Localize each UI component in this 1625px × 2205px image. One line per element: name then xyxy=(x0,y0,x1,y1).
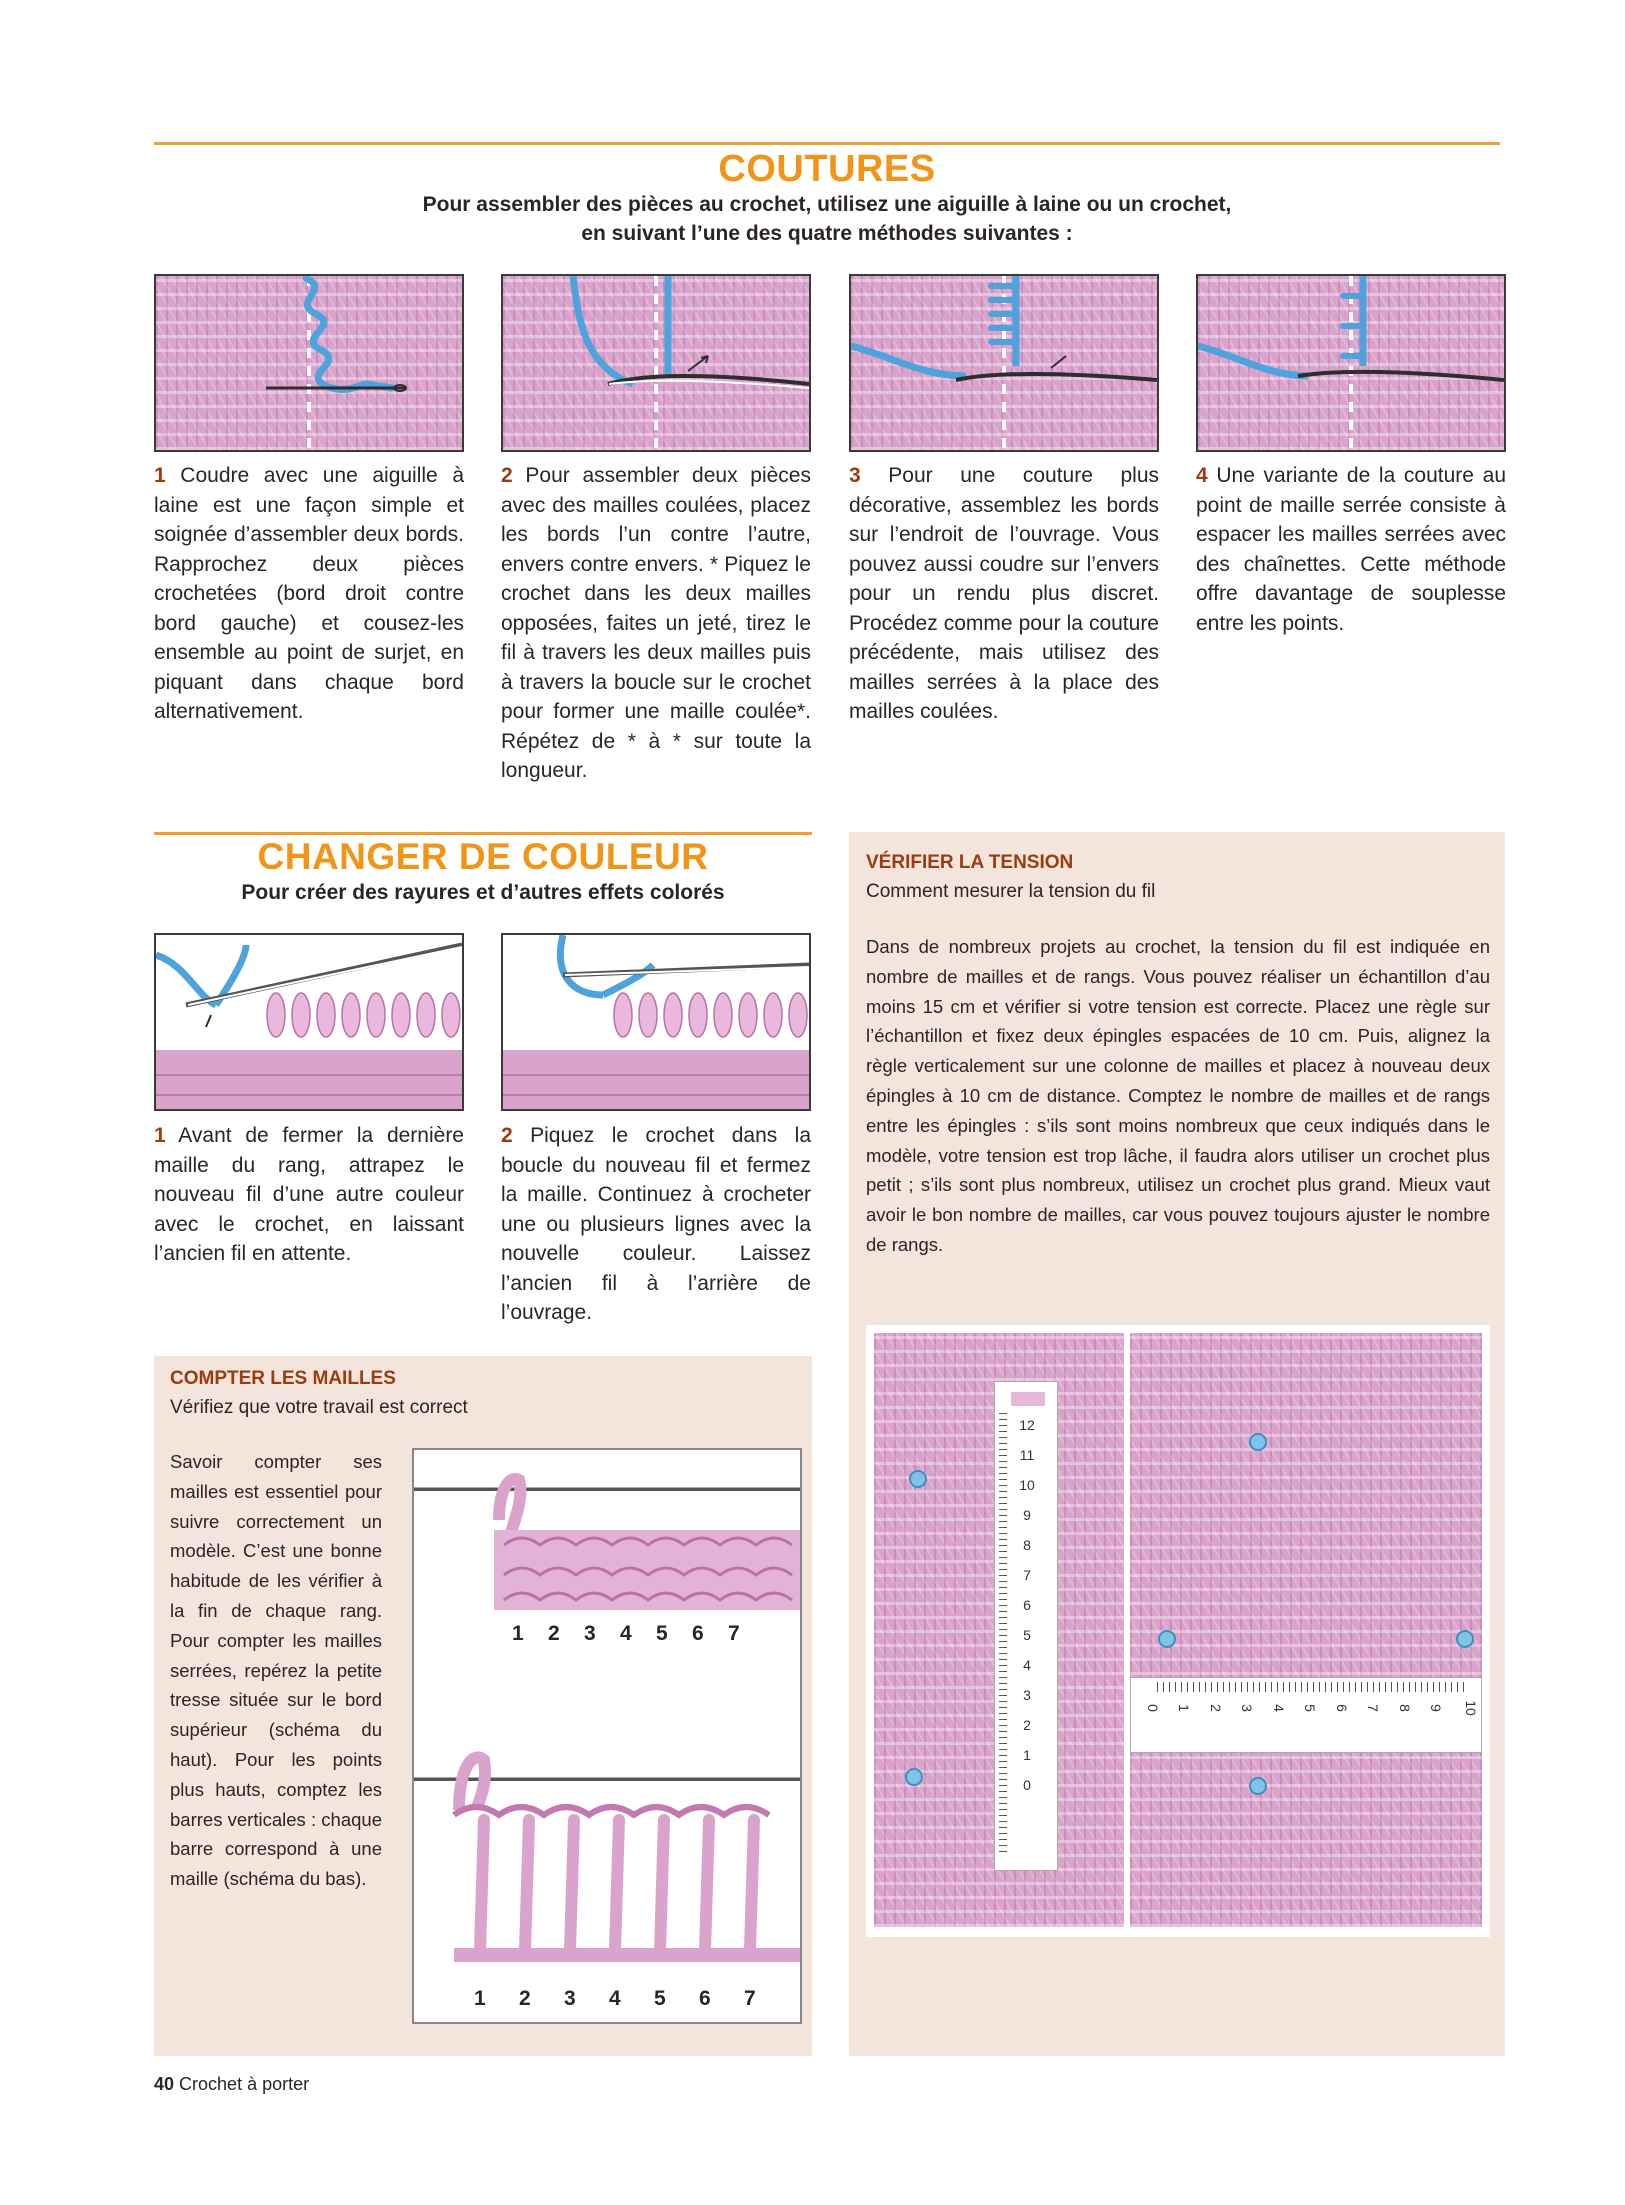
crochet-slip-stitch-icon xyxy=(503,276,809,450)
count-stitches-text: Savoir compter ses mailles est essentiel pour suivre correctement un modèle. C’est une bonne habitude de les vérifier à la fin de chaque rang. Pour compter les mailles serrées, repérez la petite tresse située sur le bord supérieur (schéma du haut). Pour les points plus hauts, comptez les barres verticales : chaque barre correspond à une maille (schéma du bas). xyxy=(170,1451,382,1890)
count-top-6: 6 xyxy=(692,1622,704,1645)
seam-step-3: 3 Pour une couture plus décorative, assemblez les bords sur l’endroit de l’ouvrage. Vous pouvez aussi coudre sur l’envers pour un rendu plus discret. Procédez comme pour la couture précédente, mais utilisez des mailles serrées à la place des mailles coulées. xyxy=(849,464,1159,723)
stitch-count-diagram-icon xyxy=(414,1450,800,2022)
seam-illustration-2 xyxy=(501,274,811,452)
pin-head-icon xyxy=(909,1470,927,1488)
count-bottom-4: 4 xyxy=(609,1987,621,2010)
page-number: 40 xyxy=(154,2074,175,2094)
pin-head-icon xyxy=(1249,1777,1267,1795)
crochet-new-color-icon xyxy=(156,935,462,1109)
seam-illustration-1 xyxy=(154,274,464,452)
pin-head-icon xyxy=(1249,1433,1267,1451)
changer-title: CHANGER DE COULEUR xyxy=(257,836,709,877)
tension-figure xyxy=(866,1325,1490,1937)
color-step-2: 2 Piquez le crochet dans la boucle du nouveau fil et fermez la maille. Continuez à crocheter une ou plusieurs lignes avec la nouvelle couleur. Laissez l’ancien fil à l’arrière de l’ouvrage. xyxy=(501,1124,811,1324)
count-stitches-title: COMPTER LES MAILLES xyxy=(170,1368,396,1389)
vertical-ruler-labels: 12 11 10 9 8 7 6 5 4 3 2 1 0 xyxy=(1019,1417,1035,1793)
seam-step-1: 1 Coudre avec une aiguille à laine est une façon simple et soignée d’assembler deux bords. Rapprochez deux pièces crochetées (bord droit contre bord gauche) et cousez-les ensemble au point de surjet, en piquant dans chaque bord alternativement. xyxy=(154,464,465,723)
horizontal-ruler xyxy=(1130,1677,1482,1753)
coutures-rule xyxy=(154,142,1500,145)
count-top-7: 7 xyxy=(728,1622,740,1645)
tension-subtitle: Comment mesurer la tension du fil xyxy=(866,881,1156,902)
tension-text: Dans de nombreux projets au crochet, la tension du fil est indiquée en nombre de mailles et de rangs. Vous pouvez réaliser un échantillon d’au moins 15 cm et vérifier si votre tension est correcte. Placez une règle sur l’échantillon et fixez deux épingles espacées de 10 cm. Puis, alignez la règle verticalement sur une colonne de mailles et placez à nouveau deux épingles à 10 cm de distance. Comptez le nombre de mailles et de rangs entre les épingles : s’ils sont moins nombreux que ceux indiqués dans le modèle, votre tension est trop lâche, il faudra alors utiliser un crochet plus petit ; s’ils sont plus nombreux, utilisez un crochet plus grand. Mieux vaut avoir le bon nombre de mailles, car vous pouvez toujours ajuster le nombre de rangs. xyxy=(866,936,1490,1255)
count-top-1: 1 xyxy=(512,1622,524,1645)
coutures-title: COUTURES xyxy=(718,148,936,190)
count-top-4: 4 xyxy=(620,1622,632,1645)
seam-illustration-3 xyxy=(849,274,1159,452)
changer-rule xyxy=(154,832,812,835)
pin-head-icon xyxy=(905,1768,923,1786)
needle-whip-stitch-icon xyxy=(156,276,462,450)
color-change-illustration-2 xyxy=(501,933,811,1111)
count-stitches-subtitle: Vérifiez que votre travail est correct xyxy=(170,1397,468,1418)
seam-step-4: 4 Une variante de la couture au point de maille serrée consiste à espacer les mailles serrées avec des chaînettes. Cette méthode offre davantage de souplesse entre les points. xyxy=(1196,464,1506,635)
vertical-ruler xyxy=(994,1381,1058,1871)
crochet-continue-new-color-icon xyxy=(503,935,809,1109)
pin-head-icon xyxy=(1158,1630,1176,1648)
pin-head-icon xyxy=(1456,1630,1474,1648)
count-bottom-1: 1 xyxy=(474,1987,486,2010)
count-bottom-7: 7 xyxy=(744,1987,756,2010)
page-footer xyxy=(154,2074,309,2095)
magazine-title: Crochet à porter xyxy=(179,2074,310,2094)
count-bottom-5: 5 xyxy=(654,1987,666,2010)
tension-title: VÉRIFIER LA TENSION xyxy=(866,852,1074,873)
count-stitches-diagram xyxy=(412,1448,802,2024)
seam-illustration-4 xyxy=(1196,274,1506,452)
coutures-subtitle-2: en suivant l’une des quatre méthodes suivantes : xyxy=(581,222,1073,245)
count-top-2: 2 xyxy=(548,1622,560,1645)
count-bottom-6: 6 xyxy=(699,1987,711,2010)
seam-step-2: 2 Pour assembler deux pièces avec des mailles coulées, placez les bords l’un contre l’autre, envers contre envers. * Piquez le crochet dans les deux mailles opposées, faites un jeté, tirez le fil à travers les deux mailles puis à travers la boucle sur le crochet pour former une maille coulée*. Répétez de * à * sur toute la longueur. xyxy=(501,464,811,782)
coutures-subtitle-1: Pour assembler des pièces au crochet, utilisez une aiguille à laine ou un crochet, xyxy=(422,193,1232,216)
count-top-3: 3 xyxy=(584,1622,596,1645)
count-bottom-2: 2 xyxy=(519,1987,531,2010)
color-step-1: 1 Avant de fermer la dernière maille du rang, attrapez le nouveau fil d’une autre couleur avec le crochet, en laissant l’ancien fil en attente. xyxy=(154,1124,464,1265)
crochet-single-crochet-seam-icon xyxy=(851,276,1157,450)
color-change-illustration-1 xyxy=(154,933,464,1111)
crochet-chain-seam-icon xyxy=(1198,276,1504,450)
tension-swatch-horizontal xyxy=(1130,1333,1482,1927)
changer-subtitle: Pour créer des rayures et d’autres effets colorés xyxy=(241,881,725,904)
horizontal-ruler-labels: 0 1 2 3 4 5 6 7 8 9 10 xyxy=(1144,1700,1480,1716)
count-bottom-3: 3 xyxy=(564,1987,576,2010)
count-top-5: 5 xyxy=(656,1622,668,1645)
